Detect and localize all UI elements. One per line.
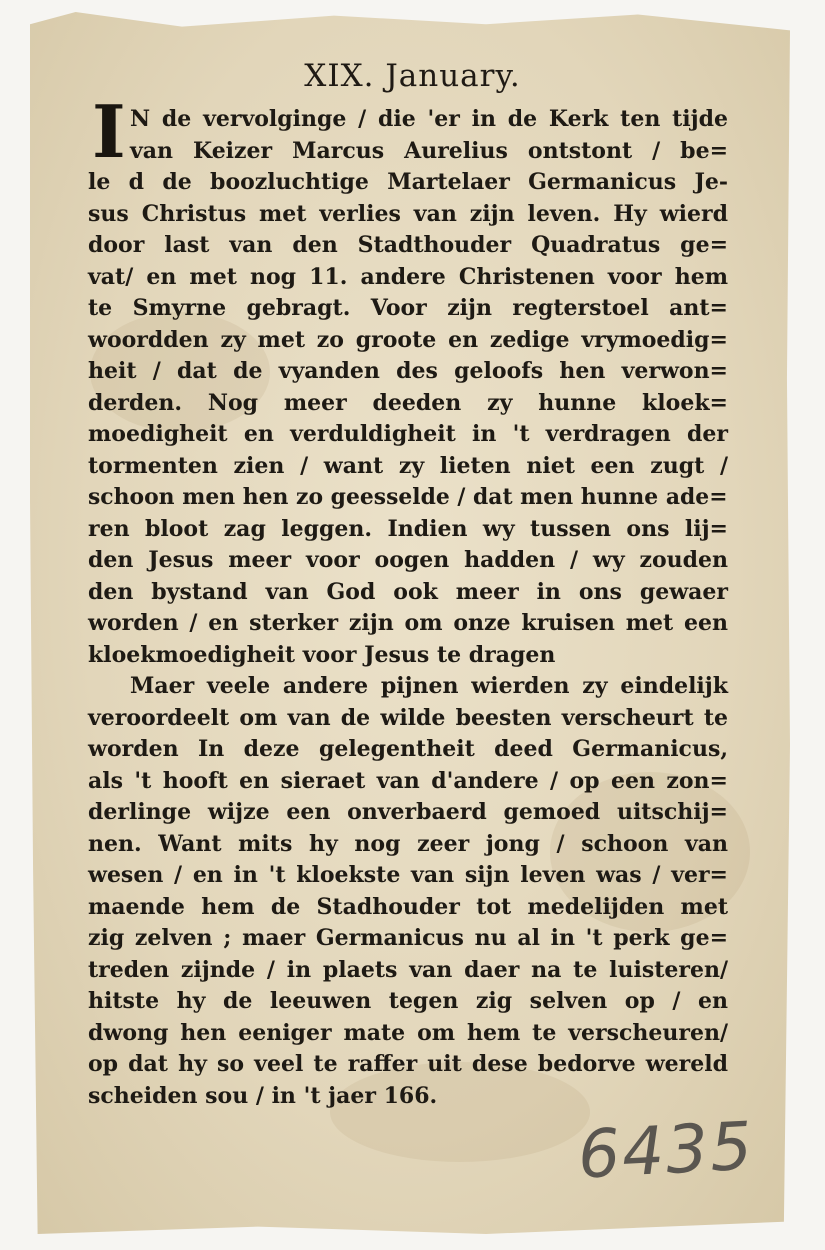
text-line: vat/ en met nog 11. andere Christenen voor hem xyxy=(88,263,728,290)
text-line: derden. Nog meer deeden zy hunne kloek= xyxy=(88,389,728,416)
text-line: den Jesus meer voor oogen hadden / wy zouden xyxy=(88,547,728,573)
text-line: ren bloot zag leggen. Indien wy tussen ons lij= xyxy=(88,515,728,542)
text-line: scheiden sou / in 't jaer 166. xyxy=(88,1082,438,1109)
text-line: den bystand van God ook meer in ons gewaer xyxy=(88,578,728,605)
text-line: kloekmoedigheit voor Jesus te dragen xyxy=(88,641,556,668)
text-line: tormenten zien / want zy lieten niet een zugt / xyxy=(88,452,728,479)
text-line: wesen / en in 't kloekste van sijn leven was / ver= xyxy=(88,862,728,888)
text-line: N de vervolginge / die 'er in de Kerk ten tijde xyxy=(130,106,728,132)
text-line: hitste hy de leeuwen tegen zig selven op / en xyxy=(88,988,728,1014)
body-text xyxy=(88,104,728,1112)
text-line: door last van den Stadthouder Quadratus ge= xyxy=(88,232,728,258)
text-line: derlinge wijze een onverbaerd gemoed uitschij= xyxy=(88,799,728,825)
text-line: te Smyrne gebragt. Voor zijn regterstoel ant= xyxy=(88,295,728,321)
text-line: sus Christus met verlies van zijn leven. Hy wierd xyxy=(88,200,728,227)
drop-cap: I xyxy=(92,89,126,174)
text-line: nen. Want mits hy nog zeer jong / schoon van xyxy=(88,830,728,857)
text-line: maende hem de Stadhouder tot medelijden met xyxy=(88,893,728,920)
text-line: van Keizer Marcus Aurelius ontstont / be= xyxy=(130,137,728,164)
text-line: le d de boozluchtige Martelaer Germanicus Je- xyxy=(88,169,728,195)
text-line: dwong hen eeniger mate om hem te verscheuren/ xyxy=(88,1019,728,1046)
text-line: worden / en sterker zijn om onze kruisen met een xyxy=(88,610,728,636)
text-line: zig zelven ; maer Germanicus nu al in 't perk ge= xyxy=(88,925,728,951)
text-line: heit / dat de vyanden des geloofs hen verwon= xyxy=(88,358,728,384)
text-line: treden zijnde / in plaets van daer na te luisteren/ xyxy=(88,956,728,983)
text-line: Maer veele andere pijnen wierden zy eindelijk xyxy=(130,673,728,699)
text-line: schoon men hen zo geesselde / dat men hunne ade= xyxy=(88,484,728,510)
text-line: als 't hooft en sieraet van d'andere / op een zon= xyxy=(88,767,728,794)
handwritten-inventory-number: 6435 xyxy=(576,1107,756,1194)
text-line: veroordeelt om van de wilde beesten verscheurt te xyxy=(88,704,728,731)
text-line: moedigheit en verduldigheit in 't verdragen der xyxy=(88,421,728,447)
text-line: op dat hy so veel te raffer uit dese bedorve wereld xyxy=(88,1051,728,1077)
text-line: woordden zy met zo groote en zedige vrymoedig= xyxy=(88,326,728,353)
page-title: XIX. January. xyxy=(304,58,521,94)
text-line: worden In deze gelegentheit deed Germanicus, xyxy=(88,736,728,762)
